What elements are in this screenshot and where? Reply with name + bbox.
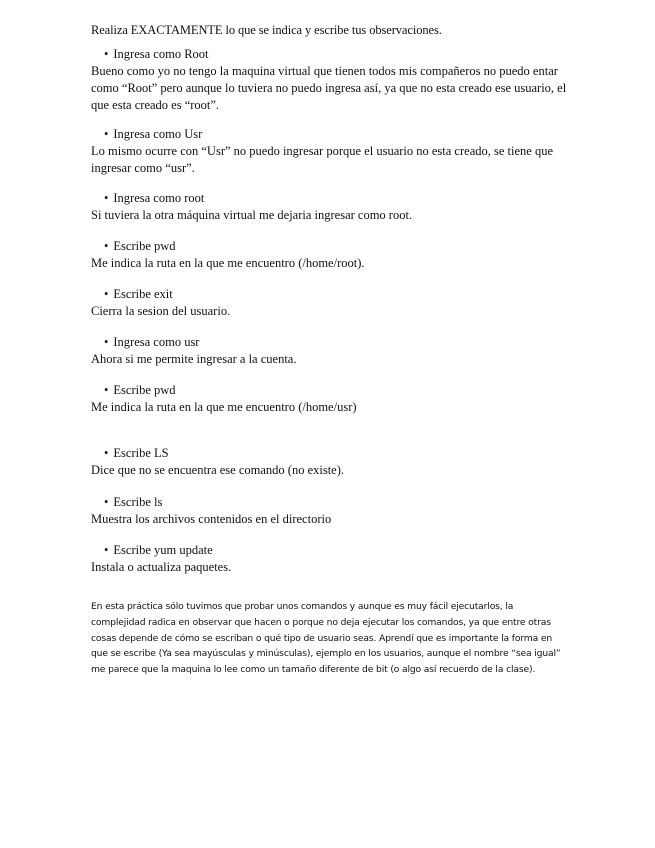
step-observation: Dice que no se encuentra ese comando (no existe). xyxy=(91,463,345,477)
step-title: Escribe LS xyxy=(113,446,169,460)
bullet-icon: • xyxy=(104,495,109,509)
bullet-icon: • xyxy=(104,47,109,61)
step-title: Escribe yum update xyxy=(113,543,213,557)
step-title: Ingresa como usr xyxy=(113,335,200,349)
step-observation: Me indica la ruta en la que me encuentro (/home/root). xyxy=(91,256,365,270)
bullet-icon: • xyxy=(104,335,109,349)
step-section-9 xyxy=(91,494,571,528)
bullet-icon: • xyxy=(104,446,109,460)
intro-instruction: Realiza EXACTAMENTE lo que se indica y escribe tus observaciones. xyxy=(91,23,442,37)
step-title: Ingresa como Usr xyxy=(113,127,203,141)
bullet-icon: • xyxy=(104,383,109,397)
step-observation: Lo mismo ocurre con “Usr” no puedo ingresar porque el usuario no esta creado, se tiene que ingresar como “usr”. xyxy=(91,144,553,175)
step-section-4 xyxy=(91,238,571,272)
step-observation: Muestra los archivos contenidos en el directorio xyxy=(91,512,332,526)
step-title: Ingresa como root xyxy=(113,191,205,205)
step-section-2 xyxy=(91,126,571,177)
step-observation: Bueno como yo no tengo la maquina virtual que tienen todos mis compañeros no puedo entar como “Root” pero aunque lo tuviera no puedo ingresa así, ya que no esta creado ese usuario, el que esta creado es “root”. xyxy=(91,64,567,112)
step-title: Ingresa como Root xyxy=(113,47,209,61)
step-section-7 xyxy=(91,382,571,416)
step-section-3 xyxy=(91,190,571,224)
bullet-icon: • xyxy=(104,287,109,301)
step-observation: Ahora si me permite ingresar a la cuenta. xyxy=(91,352,297,366)
bullet-icon: • xyxy=(104,191,109,205)
conclusion-paragraph: En esta práctica sólo tuvimos que probar unos comandos y aunque es muy fácil ejecutarlos, la complejidad radica en observar que hacen o porque no deja ejecutar los comandos, ya que entre otras cosas depende de cómo se escriban o qué tipo de usuario seas. Aprendí que es importante la forma en que se escribe (Ya sea mayúsculas y minúsculas), ejemplo en los usuarios, aunque el nombre “sea igual” me parece que la maquina lo lee como un tamaño diferente de bit (o algo así recuerdo de la clase). xyxy=(91,601,561,676)
bullet-icon: • xyxy=(104,127,109,141)
step-observation: Me indica la ruta en la que me encuentro (/home/usr) xyxy=(91,400,357,414)
step-section-5 xyxy=(91,286,571,320)
bullet-icon: • xyxy=(104,239,109,253)
step-title: Escribe pwd xyxy=(113,383,176,397)
step-observation: Cierra la sesion del usuario. xyxy=(91,304,231,318)
bullet-icon: • xyxy=(104,543,109,557)
step-section-8 xyxy=(91,445,571,479)
step-title: Escribe ls xyxy=(113,495,163,509)
step-observation: Instala o actualiza paquetes. xyxy=(91,560,232,574)
step-observation: Si tuviera la otra máquina virtual me dejaria ingresar como root. xyxy=(91,208,413,222)
step-section-10 xyxy=(91,542,571,576)
step-section-6 xyxy=(91,334,571,368)
step-section-1 xyxy=(91,46,571,114)
step-title: Escribe exit xyxy=(113,287,173,301)
step-title: Escribe pwd xyxy=(113,239,176,253)
